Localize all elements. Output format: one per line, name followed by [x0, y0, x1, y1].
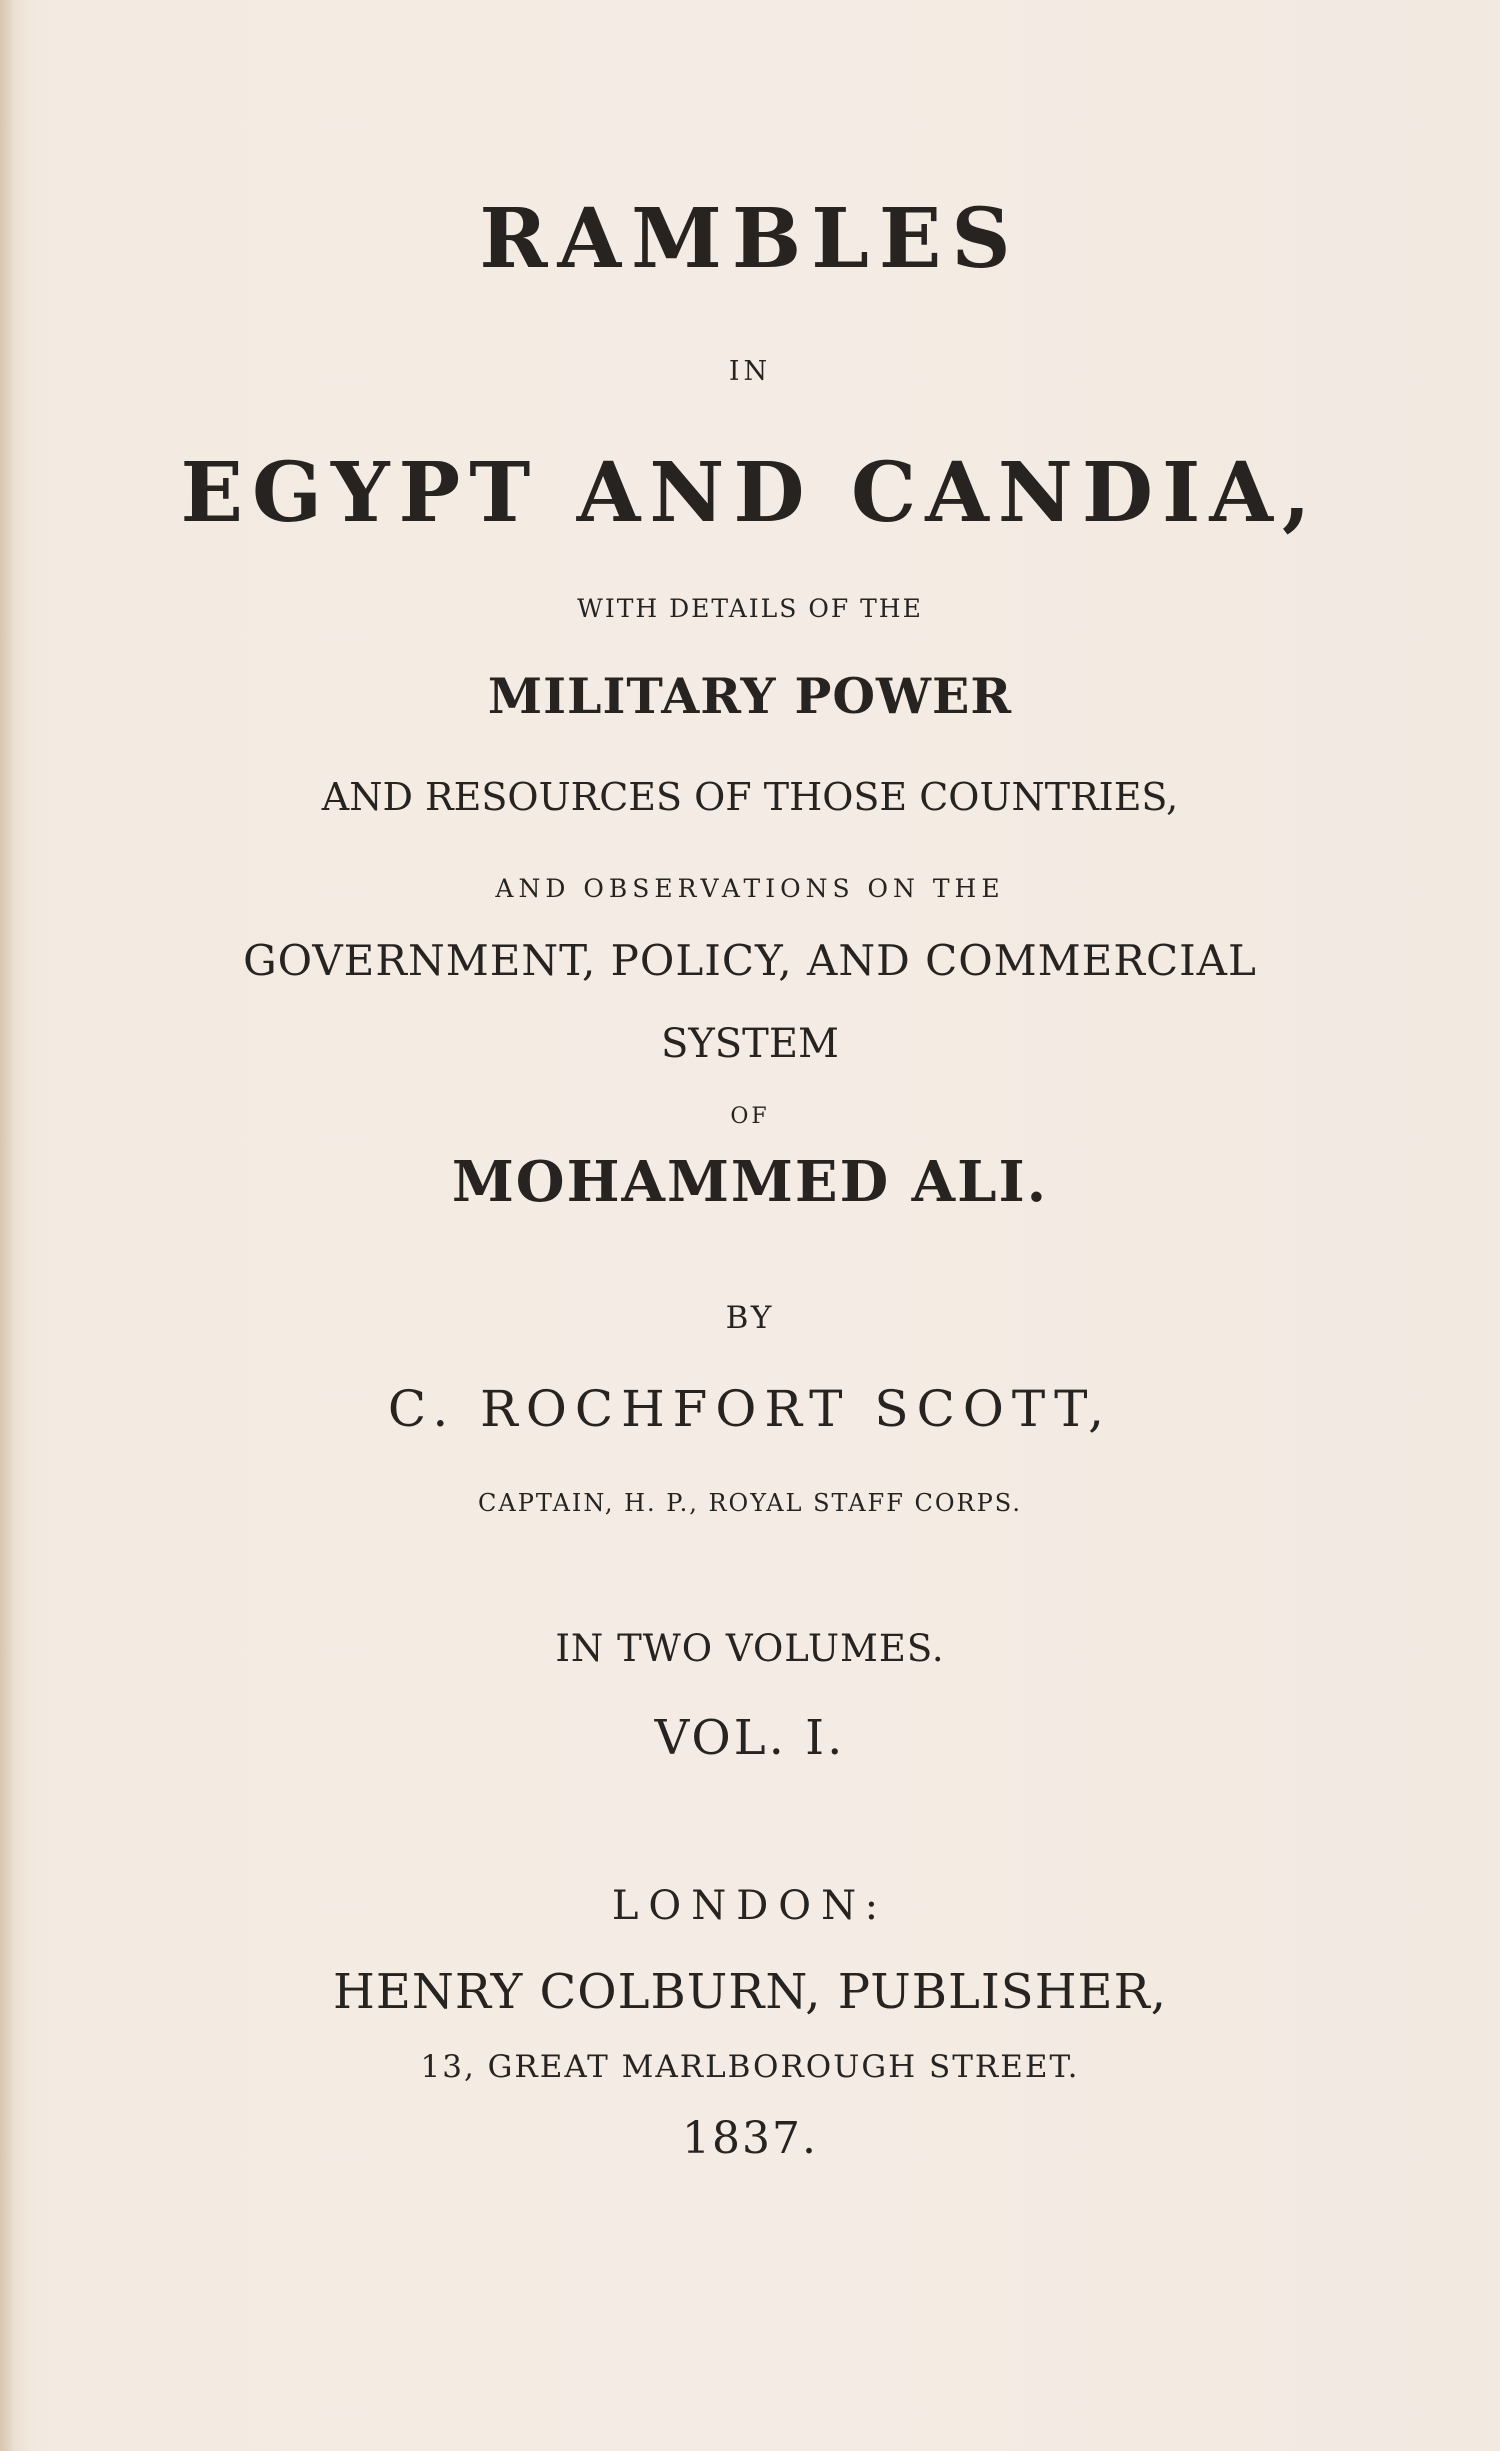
subtitle-government: GOVERNMENT, POLICY, AND COMMERCIAL [243, 936, 1257, 985]
subtitle-of: OF [730, 1104, 770, 1129]
author-rank: CAPTAIN, H. P., ROYAL STAFF CORPS. [478, 1489, 1022, 1517]
title-preposition: IN [728, 356, 772, 387]
imprint-city: LONDON: [611, 1883, 889, 1929]
subtitle-resources: AND RESOURCES OF THOSE COUNTRIES, [321, 775, 1179, 819]
author-name: C. ROCHFORT SCOTT, [387, 1380, 1113, 1438]
volumes-note: IN TWO VOLUMES. [555, 1627, 945, 1670]
subtitle-system: SYSTEM [660, 1021, 840, 1067]
volume-number: VOL. I. [654, 1710, 846, 1766]
imprint-year: 1837. [682, 2113, 818, 2164]
subtitle-subject: MILITARY POWER [487, 667, 1013, 725]
imprint-publisher: HENRY COLBURN, PUBLISHER, [333, 1964, 1167, 2020]
subtitle-observations-intro: AND OBSERVATIONS ON THE [495, 874, 1005, 903]
author-by: BY [725, 1300, 775, 1336]
subtitle-ruler: MOHAMMED ALI. [451, 1149, 1049, 1215]
book-title: RAMBLES [479, 191, 1021, 287]
title-places: EGYPT AND CANDIA, [180, 445, 1320, 541]
imprint-address: 13, GREAT MARLBOROUGH STREET. [420, 2049, 1080, 2085]
subtitle-details-intro: WITH DETAILS OF THE [577, 594, 923, 623]
